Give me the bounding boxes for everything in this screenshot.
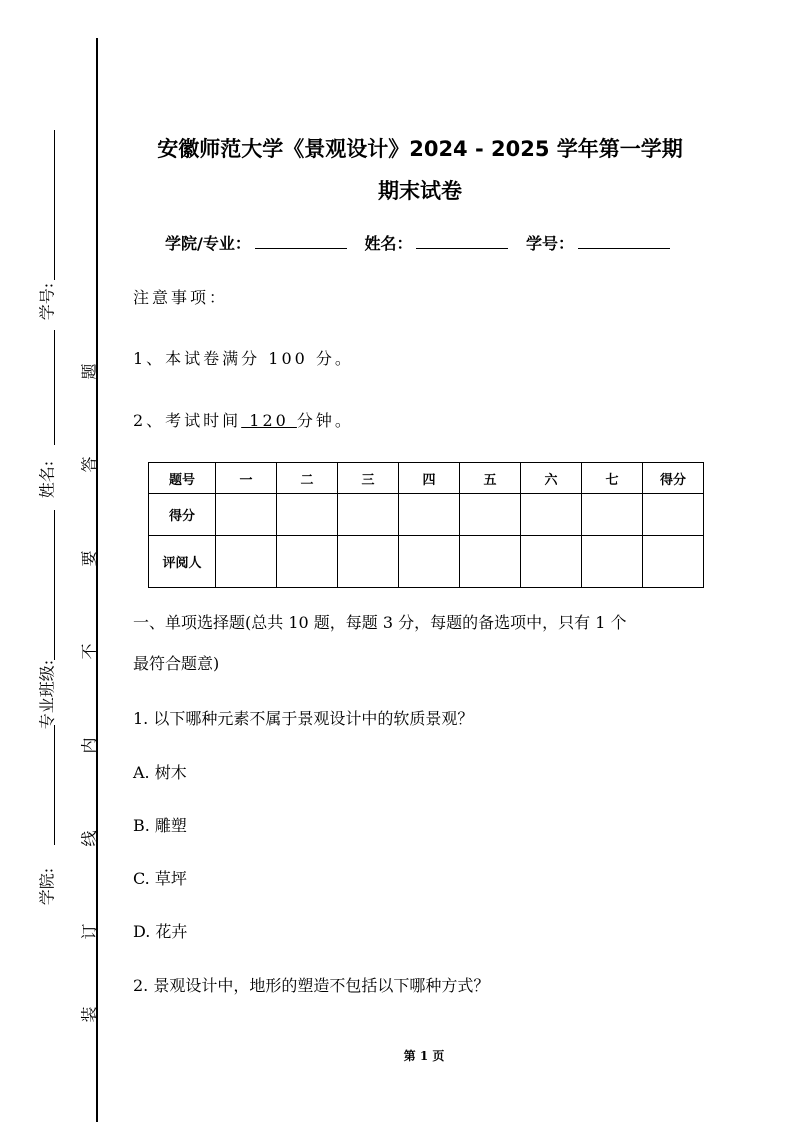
id-label: 学号： [526,234,575,253]
table-cell [399,536,460,588]
college-label: 学院/专业： [165,234,251,253]
table-header: 三 [338,463,399,494]
table-header: 得分 [643,463,704,494]
option: C. 草坪 [133,869,187,888]
table-cell [338,536,399,588]
table-cell [399,494,460,536]
table-cell [582,494,643,536]
table-cell [338,494,399,536]
seal-char: 装 [79,1006,99,1023]
table-cell [216,494,277,536]
table-row [149,536,704,588]
name-field[interactable] [416,234,508,249]
table-header: 二 [277,463,338,494]
blank-line [54,725,55,845]
seal-char: 订 [79,923,99,940]
table-row [149,494,704,536]
table-cell [460,536,521,588]
table-cell [643,536,704,588]
section-heading: 一、单项选择题(总共 10 题，每题 3 分，每题的备选项中，只有 1 个 [133,613,627,632]
table-cell [216,536,277,588]
binding-label-major: 专业班级: [37,659,57,730]
table-header: 五 [460,463,521,494]
table-cell [521,494,582,536]
binding-label-college: 学院: [37,867,57,906]
exam-duration: 120 [241,411,297,430]
section-heading: 最符合题意) [133,654,220,673]
college-field[interactable] [255,234,347,249]
table-header: 四 [399,463,460,494]
note-text: 2、考试时间 [133,411,242,430]
table-header: 七 [582,463,643,494]
option: B. 雕塑 [133,816,187,835]
note-text: 分钟。 [296,411,354,430]
table-header: 六 [521,463,582,494]
table-cell [643,494,704,536]
question-stem: 1. 以下哪种元素不属于景观设计中的软质景观？ [133,709,474,728]
score-table [148,462,704,588]
row-label: 评阅人 [149,536,216,588]
table-cell [460,494,521,536]
name-label: 姓名： [364,234,413,253]
notes-heading: 注意事项： [133,288,229,307]
page-title: 安徽师范大学《景观设计》2024 - 2025 学年第一学期 [157,137,683,161]
seal-char: 线 [79,830,99,847]
table-cell [582,536,643,588]
binding-label-name: 姓名: [37,460,57,499]
table-cell [521,536,582,588]
table-header: 题号 [149,463,216,494]
option: D. 花卉 [133,922,188,941]
binding-label-id: 学号: [37,282,57,321]
note-item [133,408,354,431]
seal-char: 题 [79,363,99,380]
seal-char: 内 [79,737,99,754]
note-item: 1、本试卷满分 100 分。 [133,349,354,368]
option: A. 树木 [133,763,187,782]
page-subtitle: 期末试卷 [378,179,462,203]
table-header: 一 [216,463,277,494]
question-stem: 2. 景观设计中，地形的塑造不包括以下哪种方式？ [133,976,490,995]
row-label: 得分 [149,494,216,536]
blank-line [54,330,55,445]
id-field[interactable] [578,234,670,249]
seal-char: 答 [79,456,99,473]
student-info [165,231,682,254]
page-number: 第 1 页 [403,1049,445,1063]
table-cell [277,494,338,536]
table-cell [277,536,338,588]
seal-char: 不 [79,643,99,660]
seal-char: 要 [79,550,99,567]
blank-line [54,510,55,660]
